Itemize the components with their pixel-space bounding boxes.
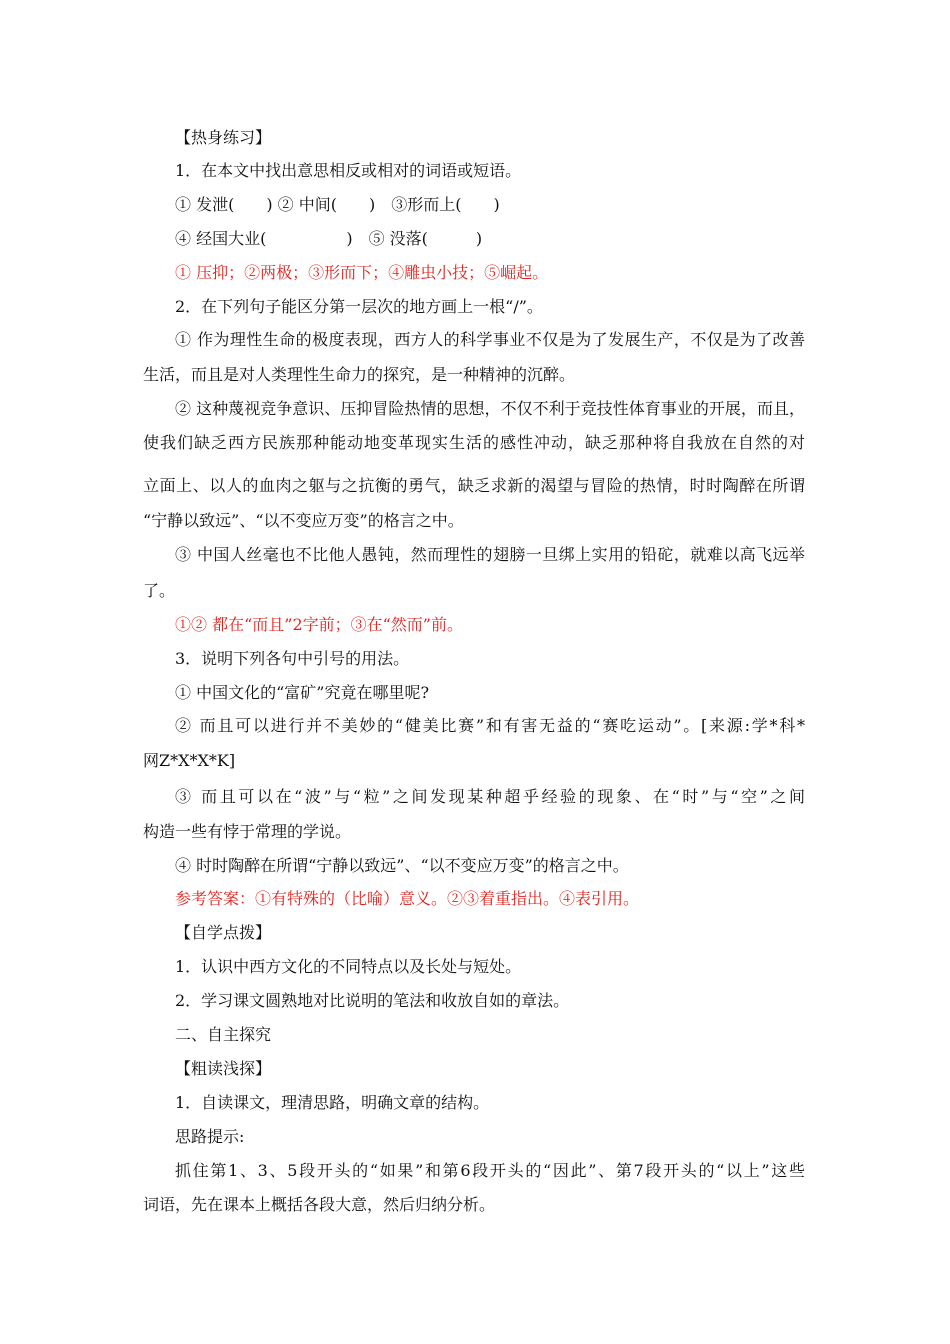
question-3-answer: 参考答案：①有特殊的（比喻）意义。②③着重指出。④表引用。 <box>175 889 640 908</box>
question-2-title: 2．在下列句子能区分第一层次的地方画上一根“/”。 <box>175 297 543 316</box>
self-study-item-1: 1．认识中西方文化的不同特点以及长处与短处。 <box>175 957 522 976</box>
rough-reading-item-1: 1．自读课文，理清思路，明确文章的结构。 <box>175 1093 490 1112</box>
hint-line-1: 抓住第1、3、5段开头的“如果”和第6段开头的“因此”、第7段开头的“以上”这些 <box>175 1161 805 1180</box>
question-3-sentence-3-line-1: ③ 而且可以在“波”与“粒”之间发现某种超乎经验的现象、在“时”与“空”之间 <box>175 787 805 806</box>
question-2-sentence-2-line-2: 使我们缺乏西方民族那种能动地变革现实生活的感性冲动，缺乏那种将自我放在自然的对 <box>143 433 805 452</box>
hint-label: 思路提示: <box>175 1127 245 1146</box>
question-2-answer: ①② 都在“而且”2字前；③在“然而”前。 <box>175 615 463 634</box>
section-heading-rough-reading: 【粗读浅探】 <box>175 1059 272 1078</box>
hint-line-2: 词语，先在课本上概括各段大意，然后归纳分析。 <box>143 1195 496 1214</box>
question-3-sentence-3-line-2: 构造一些有悖于常理的学说。 <box>143 822 352 841</box>
question-2-sentence-2-line-3: 立面上、以人的血肉之躯与之抗衡的勇气，缺乏求新的渴望与冒险的热情，时时陶醉在所谓 <box>143 476 805 495</box>
question-2-sentence-2-line-4: “宁静以致远”、“以不变应万变”的格言之中。 <box>143 511 464 530</box>
question-3-sentence-2-line-1: ② 而且可以进行并不美妙的“健美比赛”和有害无益的“赛吃运动”。[来源:学*科* <box>175 716 805 735</box>
question-2-sentence-1-line-2: 生活，而且是对人类理性生命力的探究，是一种精神的沉醉。 <box>143 365 576 384</box>
question-3-title: 3．说明下列各句中引号的用法。 <box>175 649 410 668</box>
section-heading-warmup: 【热身练习】 <box>175 128 272 147</box>
question-2-sentence-2-line-1: ② 这种蔑视竞争意识、压抑冒险热情的思想，不仅不利于竞技性体育事业的开展，而且， <box>175 399 805 418</box>
question-1-row-1: ① 发泄( ) ② 中间( ) ③形而上( ) <box>175 195 500 214</box>
question-1-title: 1．在本文中找出意思相反或相对的词语或短语。 <box>175 161 522 180</box>
question-2-sentence-1-line-1: ① 作为理性生命的极度表现，西方人的科学事业不仅是为了发展生产，不仅是为了改善 <box>175 330 805 349</box>
question-1-answer: ① 压抑；②两极；③形而下；④雕虫小技；⑤崛起。 <box>175 263 549 282</box>
question-1-row-2: ④ 经国大业( ) ⑤ 没落( ) <box>175 229 483 248</box>
question-3-sentence-4: ④ 时时陶醉在所谓“宁静以致远”、“以不变应万变”的格言之中。 <box>175 856 629 875</box>
part-2-heading: 二、自主探究 <box>175 1025 272 1044</box>
question-3-sentence-2-line-2: 网Z*X*X*K] <box>143 751 236 770</box>
question-2-sentence-3-line-1: ③ 中国人丝毫也不比他人愚钝，然而理性的翅膀一旦绑上实用的铅砣，就难以高飞远举 <box>175 545 805 564</box>
section-heading-self-study: 【自学点拨】 <box>175 923 272 942</box>
question-3-sentence-1: ① 中国文化的“富矿”究竟在哪里呢? <box>175 683 430 702</box>
self-study-item-2: 2．学习课文圆熟地对比说明的笔法和收放自如的章法。 <box>175 991 570 1010</box>
question-2-sentence-3-line-2: 了。 <box>143 581 176 600</box>
